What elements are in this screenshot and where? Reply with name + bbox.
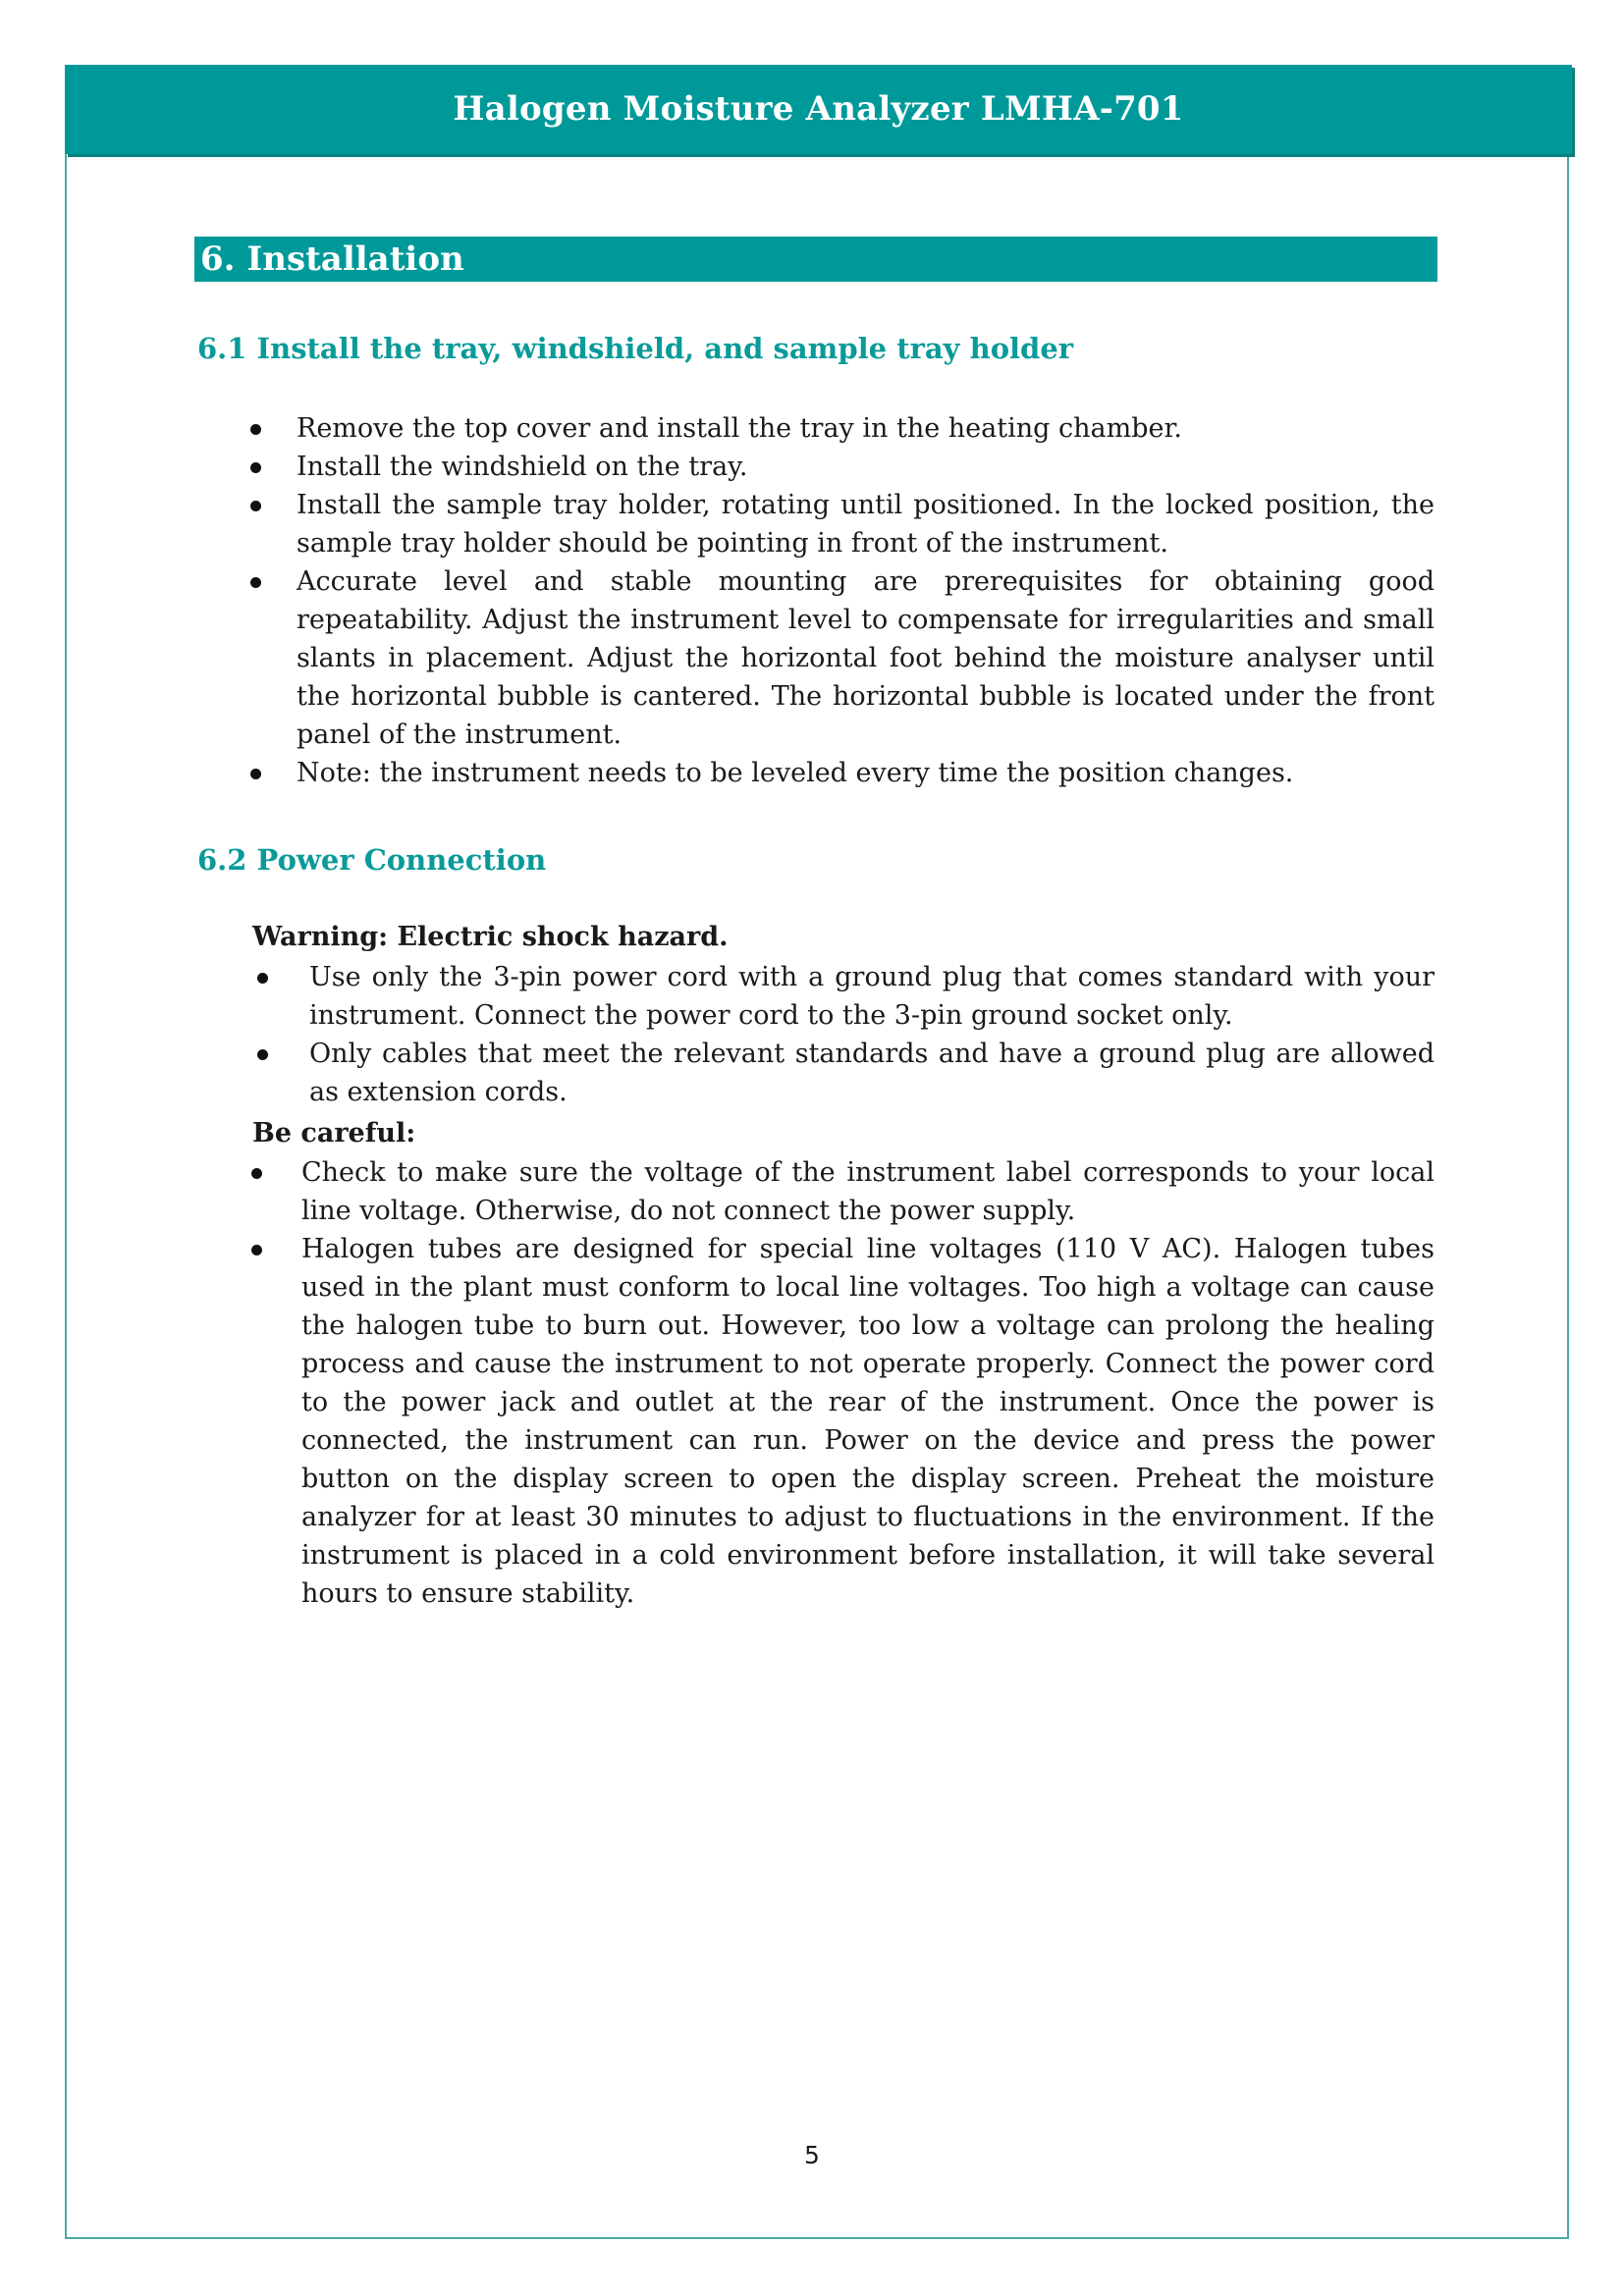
- careful-list: [250, 1153, 1435, 1613]
- list-item-text: Note: the instrument needs to be leveled every time the position changes.: [297, 758, 1294, 788]
- page-number: 5: [804, 2141, 820, 2169]
- subsection-heading-tray: 6.1 Install the tray, windshield, and sample tray holder: [197, 332, 1074, 365]
- list-item-text: Use only the 3-pin power cord with a ground plug that comes standard with your instrument. Connect the power cord to the 3-pin ground socket only.: [309, 962, 1435, 1031]
- section-title: 6. Installation: [200, 240, 464, 279]
- bullet-icon: [257, 1049, 268, 1060]
- careful-heading: Be careful:: [252, 1118, 416, 1148]
- list-item: [250, 754, 1435, 792]
- bullet-icon: [251, 1168, 262, 1179]
- list-item: [256, 958, 1435, 1035]
- list-item-text: Halogen tubes are designed for special line voltages (110 V AC). Halogen tubes used in the plant must conform to local line voltages. Too high a voltage can cause the halogen tube to burn out. However, too low a voltage can prolong the healing process and cause the instrument to not operate properly. Connect the power cord to the power jack and outlet at the rear of the instrument. Once the power is connected, the instrument can run. Power on the device and press the power button on the display screen to open the display screen. Preheat the moisture analyzer for at least 30 minutes to adjust to fluctuations in the environment. If the instrument is placed in a cold environment before installation, it will take several hours to ensure stability.: [301, 1234, 1435, 1609]
- bullet-icon: [250, 462, 261, 473]
- bullet-icon: [250, 501, 261, 511]
- list-item: [250, 486, 1435, 562]
- list-item: [250, 1153, 1435, 1230]
- list-item-text: Only cables that meet the relevant standards and have a ground plug are allowed as extension cords.: [309, 1039, 1435, 1107]
- bullet-icon: [251, 1245, 262, 1255]
- warning-list: [256, 958, 1435, 1111]
- tray-instructions-list: [250, 409, 1435, 792]
- bullet-icon: [250, 424, 261, 435]
- list-item-text: Install the windshield on the tray.: [297, 452, 748, 482]
- list-item-text: Remove the top cover and install the tray in the heating chamber.: [297, 413, 1182, 444]
- bullet-icon: [250, 577, 261, 588]
- warning-heading: Warning: Electric shock hazard.: [252, 922, 729, 952]
- subsection-heading-power: 6.2 Power Connection: [197, 843, 547, 877]
- list-item: [250, 562, 1435, 754]
- list-item-text: Install the sample tray holder, rotating until positioned. In the locked position, the sample tray holder should be pointing in front of the instrument.: [297, 490, 1435, 559]
- bullet-icon: [250, 769, 261, 779]
- list-item: [250, 1230, 1435, 1613]
- list-item: [256, 1035, 1435, 1111]
- list-item: [250, 409, 1435, 448]
- list-item: [250, 448, 1435, 486]
- document-title: Halogen Moisture Analyzer LMHA-701: [453, 89, 1184, 129]
- list-item-text: Check to make sure the voltage of the instrument label corresponds to your local line voltage. Otherwise, do not connect the power supply.: [301, 1157, 1435, 1226]
- bullet-icon: [257, 973, 268, 984]
- list-item-text: Accurate level and stable mounting are prerequisites for obtaining good repeatability. Adjust the instrument level to compensate for irregularities and small slants in placement. Adjust the horizontal foot behind the moisture analyser until the horizontal bubble is cantered. The horizontal bubble is located under the front panel of the instrument.: [297, 566, 1435, 750]
